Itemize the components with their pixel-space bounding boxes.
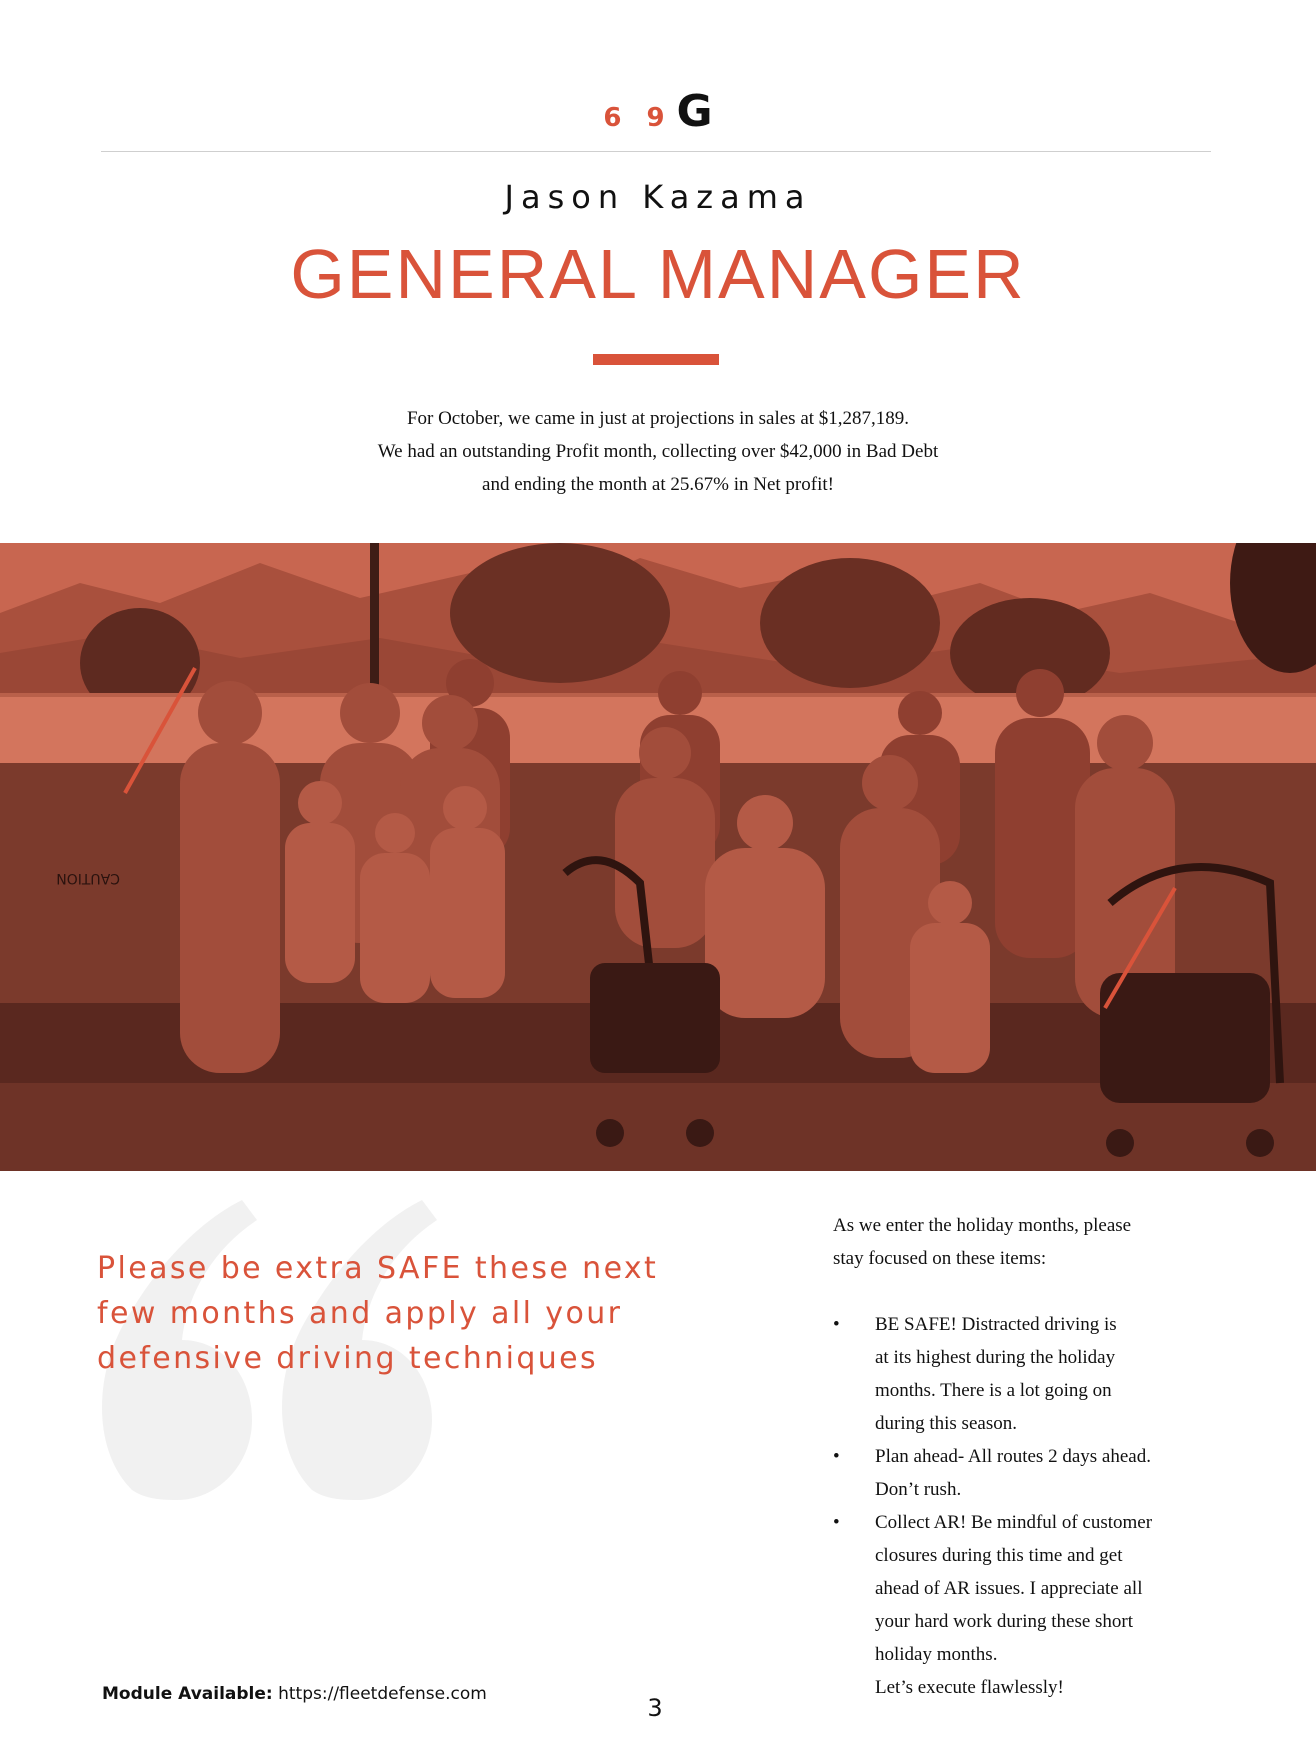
- author-role-title: GENERAL MANAGER: [290, 235, 1026, 313]
- pull-quote: Please be extra SAFE these next few months and apply all your defensive driving techniques: [97, 1251, 659, 1376]
- header-divider: [101, 151, 1211, 152]
- logo-letter: G: [676, 86, 713, 137]
- list-item-line: BE SAFE! Distracted driving is: [875, 1314, 1117, 1335]
- author-name: Jason Kazama: [504, 178, 812, 216]
- module-label: Module Available:: [102, 1684, 273, 1704]
- intro-line: and ending the month at 25.67% in Net profit!: [482, 474, 834, 495]
- list-item-line: your hard work during these short: [875, 1611, 1134, 1632]
- list-item-line: ahead of AR issues. I appreciate all: [875, 1578, 1143, 1599]
- accent-bar: [593, 354, 719, 365]
- message-lead-line: stay focused on these items:: [833, 1248, 1047, 1269]
- bullet-icon: •: [833, 1314, 840, 1335]
- brand-logo: [0, 86, 1316, 136]
- intro-line: For October, we came in just at projections in sales at $1,287,189.: [406, 408, 910, 429]
- bullet-icon: •: [833, 1446, 840, 1467]
- list-item: [833, 1506, 1233, 1671]
- intro-paragraph: [220, 402, 1096, 501]
- message-lead-line: As we enter the holiday months, please: [833, 1215, 1132, 1236]
- caution-sign-text: CAUTION: [56, 870, 120, 886]
- list-item-line: Don’t rush.: [875, 1479, 962, 1500]
- group-photo-illustration: [0, 543, 1316, 1171]
- list-item-line: Plan ahead- All routes 2 days ahead.: [875, 1446, 1151, 1467]
- holiday-message: [833, 1209, 1233, 1704]
- list-item-line: holiday months.: [875, 1644, 998, 1665]
- list-item-line: at its highest during the holiday: [875, 1347, 1116, 1368]
- list-item: [833, 1440, 1233, 1506]
- list-item-line: Collect AR! Be mindful of customer: [875, 1512, 1153, 1533]
- page-number: 3: [647, 1694, 663, 1722]
- footer-module-note: [102, 1684, 487, 1704]
- list-item-line: during this season.: [875, 1413, 1017, 1434]
- logo-number: 6 9: [603, 103, 673, 133]
- team-group-photo: [0, 543, 1316, 1171]
- focus-items-list: [833, 1308, 1233, 1671]
- message-closing: Let’s execute flawlessly!: [875, 1677, 1064, 1698]
- intro-line: We had an outstanding Profit month, collecting over $42,000 in Bad Debt: [377, 441, 939, 462]
- list-item: [833, 1308, 1233, 1440]
- list-item-line: closures during this time and get: [875, 1545, 1123, 1566]
- module-link[interactable]: https://fleetdefense.com: [278, 1684, 487, 1704]
- bullet-icon: •: [833, 1512, 840, 1533]
- list-item-line: months. There is a lot going on: [875, 1380, 1112, 1401]
